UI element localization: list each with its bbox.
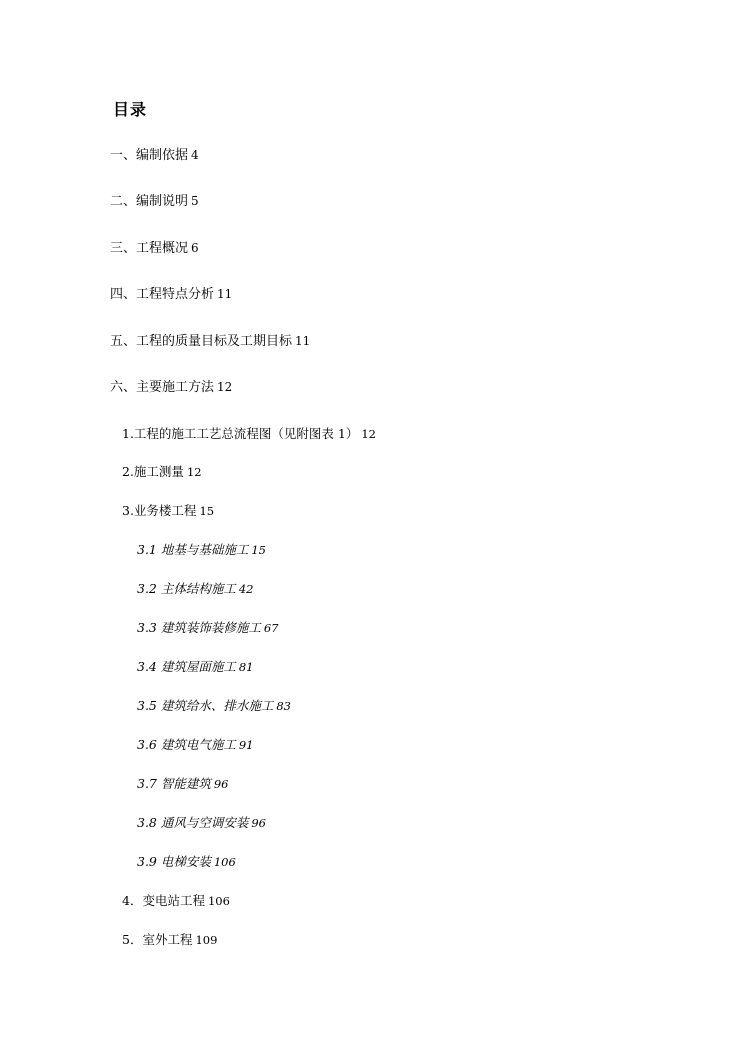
toc-entry-3-1[interactable] <box>137 542 266 558</box>
toc-entry-6-2[interactable] <box>122 464 202 480</box>
toc-title: 目录 <box>113 100 148 119</box>
toc-entry-3-5[interactable] <box>137 698 291 714</box>
toc-entry-6-4[interactable] <box>122 893 230 909</box>
toc-entry-6-3[interactable] <box>122 503 214 519</box>
toc-entry-page: 12 <box>217 380 233 394</box>
toc-entry-page: 15 <box>199 504 215 518</box>
toc-entry-5[interactable] <box>110 333 310 350</box>
toc-entry-page: 12 <box>186 465 202 479</box>
toc-entry-text: 4．变电站工程 <box>122 893 205 908</box>
toc-entry-text: 二、编制说明 <box>110 194 189 209</box>
toc-entry-page: 83 <box>276 699 291 713</box>
toc-entry-page: 5 <box>191 194 199 208</box>
toc-entry-page: 91 <box>238 738 254 752</box>
toc-entry-6-1[interactable] <box>122 426 376 442</box>
toc-entry-page: 6 <box>191 241 199 255</box>
toc-entry-text: 六、主要施工方法 <box>110 380 215 395</box>
toc-entry-page: 109 <box>195 933 218 947</box>
toc-entry-text: 3.业务楼工程 <box>122 503 197 518</box>
toc-entry-3-6[interactable] <box>137 737 254 753</box>
toc-entry-text: 2.施工测量 <box>122 464 184 479</box>
toc-entry-3-2[interactable] <box>137 581 254 597</box>
toc-entry-6[interactable] <box>110 379 232 396</box>
toc-entry-3-7[interactable] <box>137 776 229 792</box>
toc-entry-text: 五、工程的质量目标及工期目标 <box>110 334 293 349</box>
toc-entry-page: 67 <box>263 621 279 635</box>
toc-entry-text: 5．室外工程 <box>122 932 193 947</box>
toc-entry-2[interactable] <box>110 193 199 210</box>
toc-entry-page: 42 <box>238 582 254 596</box>
toc-entry-page: 96 <box>213 777 229 791</box>
toc-entry-page: 106 <box>213 855 236 869</box>
toc-entry-text: 3.7 智能建筑 <box>137 776 211 791</box>
toc-entry-1[interactable] <box>110 147 199 164</box>
toc-entry-page: 106 <box>207 894 230 908</box>
toc-entry-page: 11 <box>217 287 233 301</box>
toc-entry-text: 3.2 主体结构施工 <box>137 581 236 596</box>
toc-entry-6-5[interactable] <box>122 932 217 948</box>
toc-entry-3-9[interactable] <box>137 854 236 870</box>
toc-entry-4[interactable] <box>110 286 232 303</box>
toc-entry-text: 3.1 地基与基础施工 <box>137 542 249 557</box>
toc-entry-text: 3.9 电梯安装 <box>137 854 211 869</box>
toc-entry-text: 1.工程的施工工艺总流程图（见附图表 1） <box>122 426 359 441</box>
toc-entry-3[interactable] <box>110 240 199 257</box>
toc-entry-page: 12 <box>361 427 376 441</box>
toc-entry-text: 3.8 通风与空调安装 <box>137 815 249 830</box>
toc-entry-3-3[interactable] <box>137 620 279 636</box>
toc-entry-text: 3.3 建筑装饰装修施工 <box>137 620 261 635</box>
toc-entry-text: 一、编制依据 <box>110 148 189 163</box>
toc-entry-text: 四、工程特点分析 <box>110 287 215 302</box>
toc-entry-text: 3.5 建筑给水、排水施工 <box>137 698 274 713</box>
toc-entry-page: 11 <box>295 334 311 348</box>
toc-entry-page: 81 <box>238 660 254 674</box>
toc-entry-3-4[interactable] <box>137 659 254 675</box>
toc-entry-text: 3.6 建筑电气施工 <box>137 737 236 752</box>
toc-entry-page: 96 <box>251 816 266 830</box>
toc-entry-3-8[interactable] <box>137 815 266 831</box>
toc-entry-text: 三、工程概况 <box>110 241 189 256</box>
toc-entry-page: 15 <box>251 543 266 557</box>
toc-entry-page: 4 <box>191 148 199 162</box>
toc-entry-text: 3.4 建筑屋面施工 <box>137 659 236 674</box>
